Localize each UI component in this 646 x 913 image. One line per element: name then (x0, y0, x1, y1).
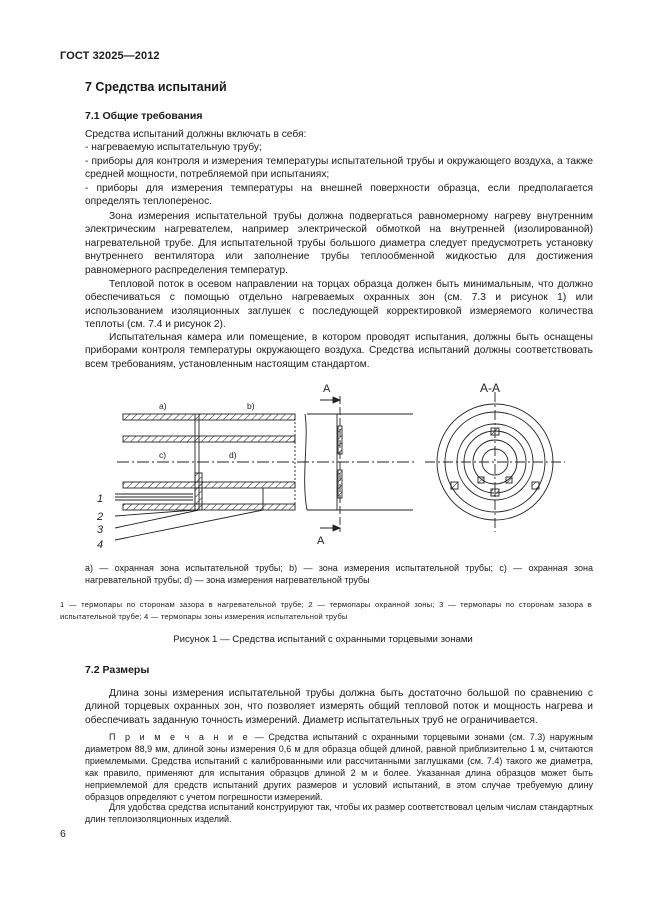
label-a: a) (159, 401, 167, 411)
paragraph: Длина зоны измерения испытательной трубы должна быть достаточно большой по сравнению с длиной торцевых охранных зон, что позволяет измерять общий тепловой поток и мощность нагрева и обеспечивать заданную точность измерений. Диаметр испытательных труб не ограничивается. (85, 688, 593, 726)
section-title: А-А (480, 381, 501, 395)
outer-tube-wall-top (123, 414, 295, 420)
label-d: d) (229, 450, 237, 460)
subsection-7-2-title: 7.2 Размеры (85, 664, 150, 676)
section-7-title: 7 Средства испытаний (85, 80, 227, 94)
figure-legend: a) — охранная зона испытательной трубы; b) — зона измерения испытательной трубы; c) — охранная зона нагревательной трубы; d) — зона измерения нагревательной трубы (85, 563, 593, 585)
section-7-1-body (85, 128, 593, 208)
paragraph: Для удобства средства испытаний конструируют так, чтобы их размер соответствовал целым числам стандартных длин теплоизоляционных изделий. (85, 802, 593, 824)
figure-caption: Рисунок 1 — Средства испытаний с охранными торцевыми зонами (173, 634, 473, 645)
paragraph: Тепловой поток в осевом направлении на торцах образца должен быть минимальным, что должно обеспечиваться с помощью отдельно нагреваемых охранных зон (см. 7.3 и рисунок 1) или использованием изоляционных заглушек с последующей корректировкой измеряемого количества теплоты (см. 7.4 и рисунок 2). (85, 279, 593, 331)
paragraph: Испытательная камера или помещение, в котором проводят испытания, должны быть оснащены приборами контроля температуры окружающего воздуха. Средства испытаний должны соответствовать всем требованиям, установленным настоящим стандартом. (85, 332, 593, 370)
label-c: c) (159, 450, 167, 460)
subsection-7-1-title: 7.1 Общие требования (85, 110, 203, 122)
heater-tube-wall-bottom (123, 482, 295, 488)
figure-numbered-legend: 1 — термопары по сторонам зазора в нагревательной трубе; 2 — термопары охранной зоны; 3 — термопары по сторонам зазора в испытательной трубе; 4 — термопары зоны измерения испытательной трубы (60, 600, 592, 621)
outer-tube-wall-bottom (123, 504, 295, 510)
note-text: — Средства испытаний с охранными торцевыми зонами (см. 7.3) наружным диаметром 88,9 мм, длиной зоны измерения 0,6 м для образца общей длиной, равной приблизительно 1 м, считаются приемлемыми. Средства испытаний с калиброванными или рассчитанными заглушками (см. 7.4) такого же диаметра, как правило, применяют для испытания образцов длиной 2 м и более. Указанная длина образцов может быть неприемлемой для средств испытаний других размеров и условий испытаний, в этом случае требуемую длину образцов определяют с учетом погрешности измерений. (85, 732, 593, 802)
section-mark-top: A (323, 383, 331, 395)
callout-3: 3 (97, 524, 104, 536)
paragraph: Зона измерения испытательной трубы должна подвергаться равномерному нагреву внутренним электрическим нагревателем, например электрической обмоткой на внутренней (изолированной) нагревательной трубе. Для испытательной трубы большого диаметра следует предусмотреть установку внутреннего вентилятора или заполнение трубы теплообменной жидкостью для достижения равномерного распределения температур. (85, 211, 593, 276)
figure-1-drawing (95, 378, 585, 560)
callout-4: 4 (97, 539, 104, 551)
note-label: П р и м е ч а н и е (109, 732, 251, 742)
list-item: - приборы для контроля и измерения температуры испытательной трубы и окружающего воздуха, а также средней мощности, потребляемой при испытаниях; (85, 155, 593, 181)
label-b: b) (247, 401, 255, 411)
callout-1: 1 (97, 493, 104, 505)
note-paragraph (85, 731, 593, 803)
list-item: - нагреваемую испытательную трубу; (85, 142, 262, 154)
page-number: 6 (60, 828, 66, 840)
intro-line: Средства испытаний должны включать в себя: (85, 129, 307, 140)
gap-insulation (195, 473, 202, 510)
document-header: ГОСТ 32025—2012 (60, 50, 160, 62)
list-item: - приборы для измерения температуры на внешней поверхности образца, если предполагается определять теплоперенос. (85, 182, 593, 208)
callout-2: 2 (97, 511, 104, 523)
heater-tube-wall-top (123, 436, 295, 442)
section-mark-bottom: A (317, 535, 325, 547)
